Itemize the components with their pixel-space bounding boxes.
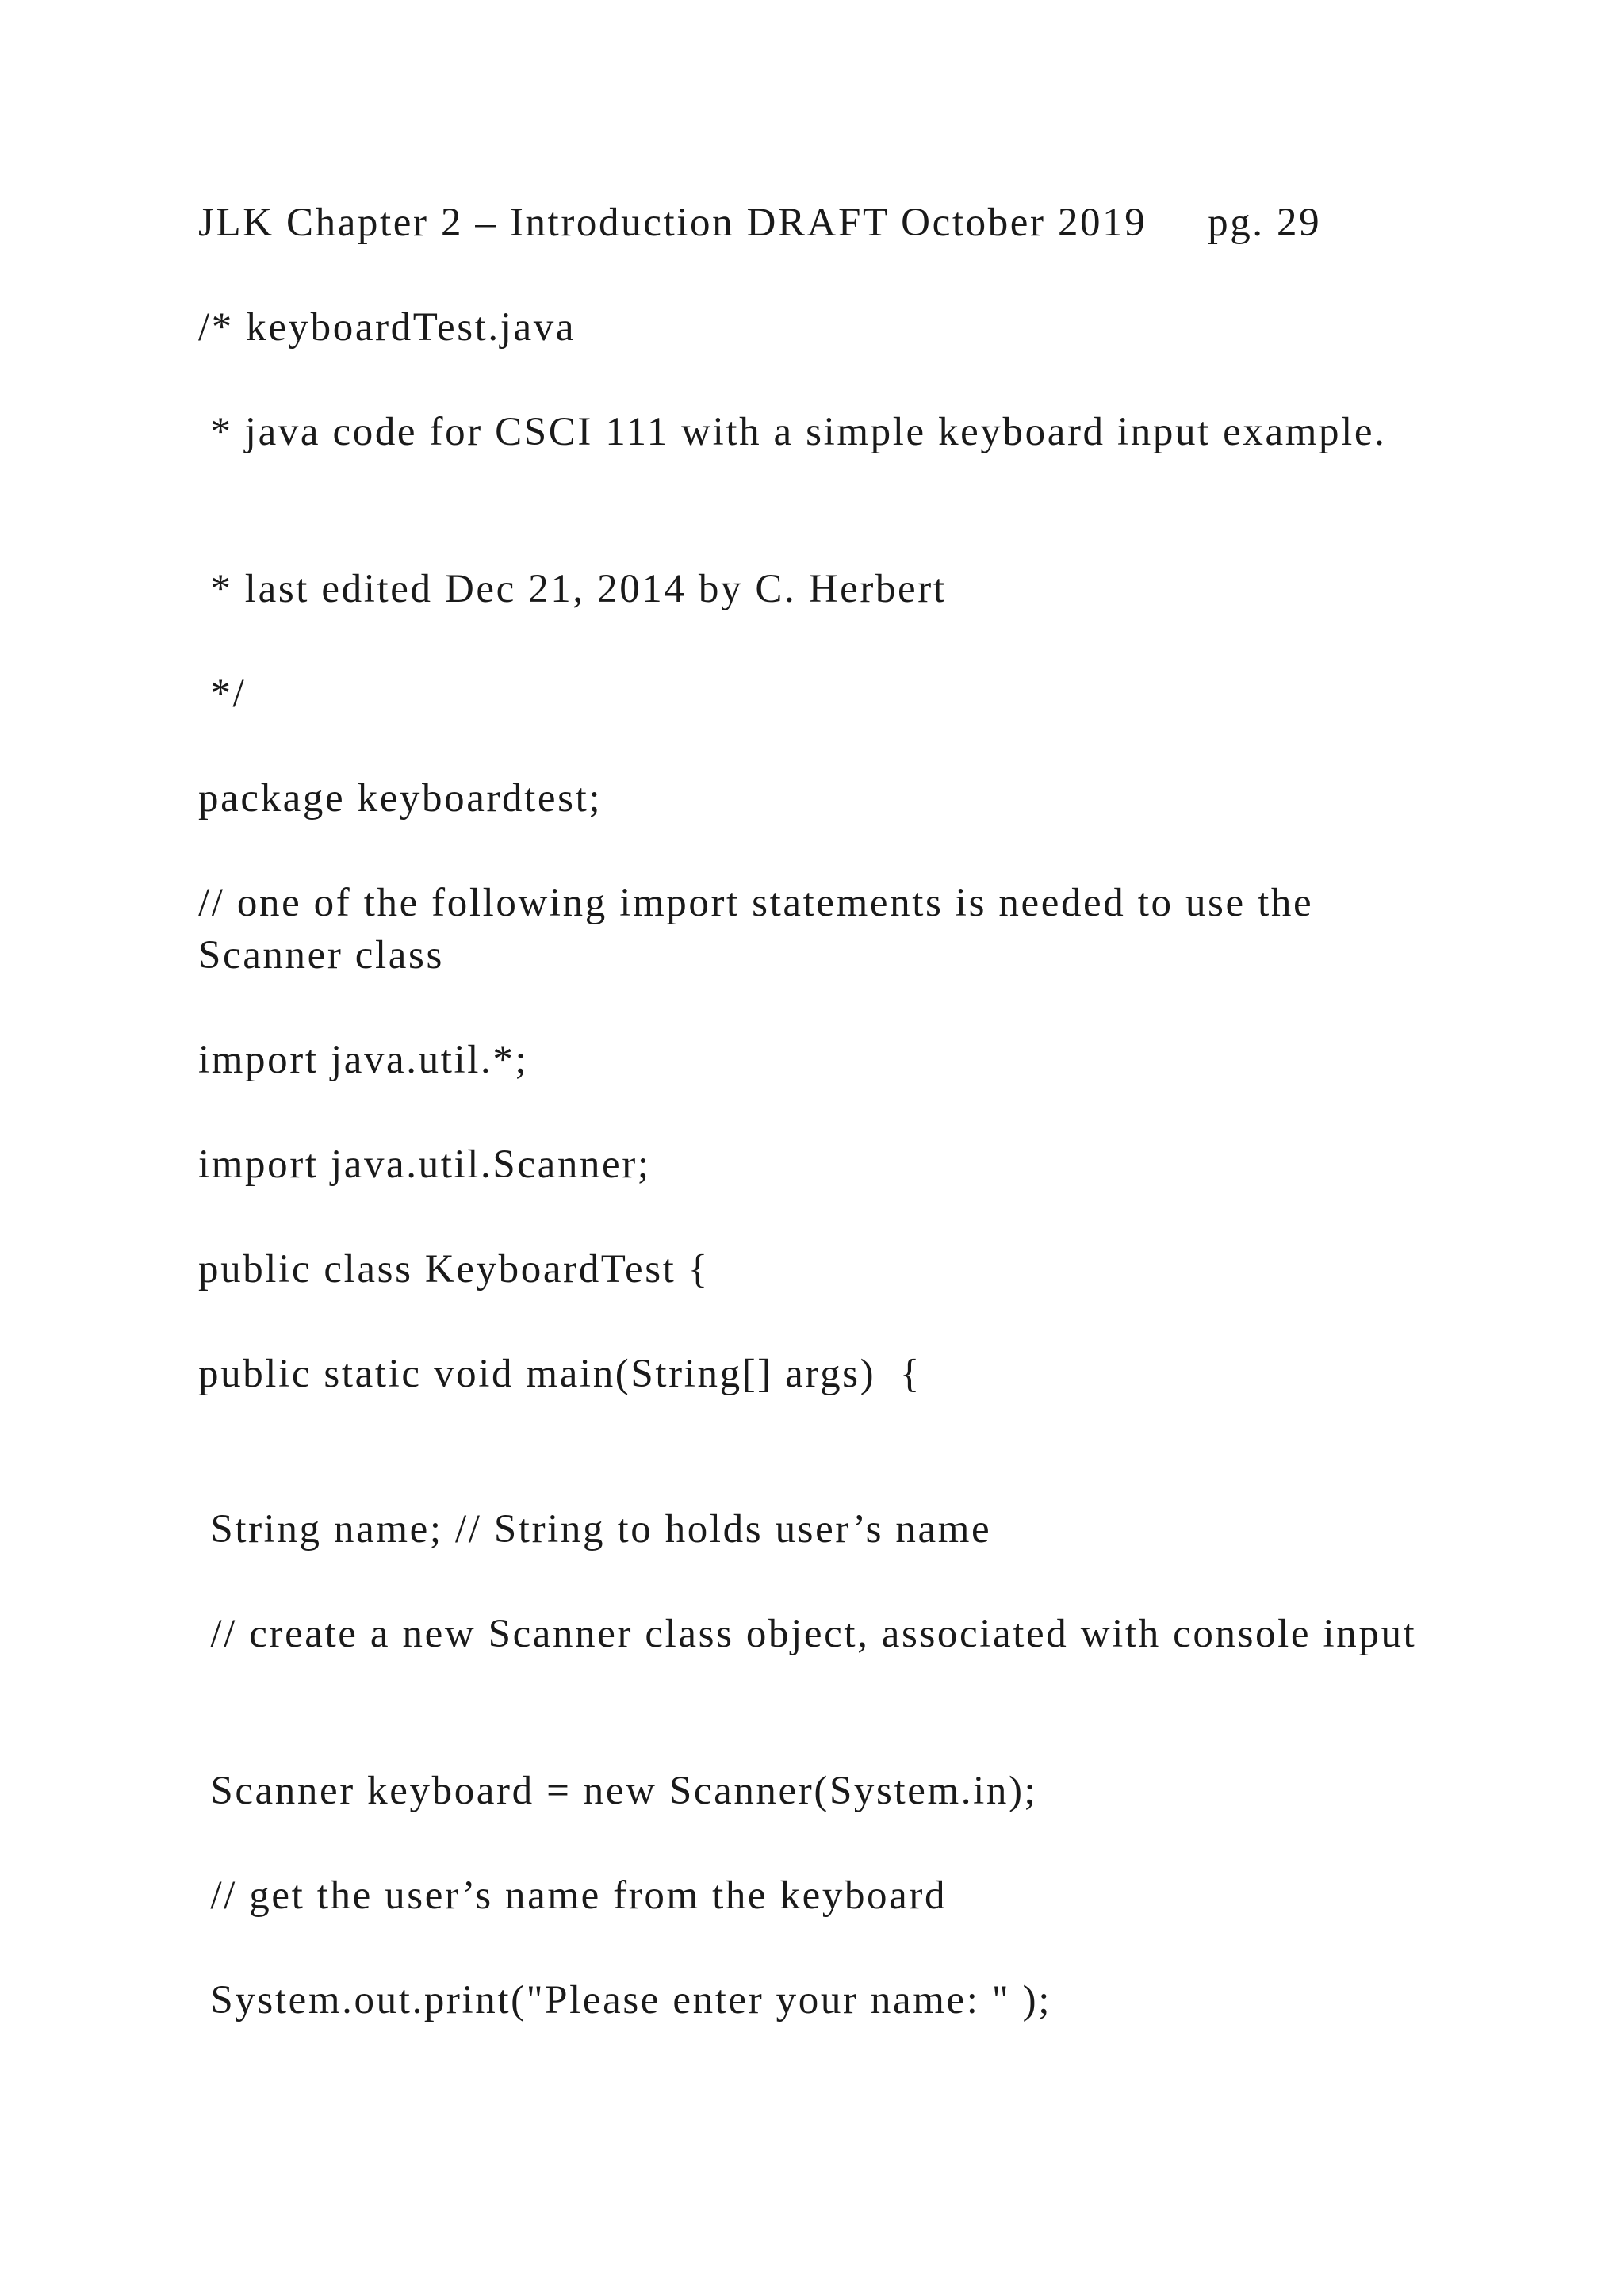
code-line-main-method: public static void main(String[] args) { <box>198 1352 921 1396</box>
code-line-class-declaration: public class KeyboardTest { <box>198 1247 710 1292</box>
code-line-import-wildcard: import java.util.*; <box>198 1038 529 1082</box>
code-line-scanner-comment: // create a new Scanner class object, associated with console input <box>198 1612 1417 1656</box>
code-line-input-comment: // get the user’s name from the keyboard <box>198 1873 948 1918</box>
code-line-scanner-creation: Scanner keyboard = new Scanner(System.in); <box>198 1769 1038 1813</box>
code-line-package: package keyboardtest; <box>198 776 603 821</box>
code-line-print-prompt: System.out.print("Please enter your name: " ); <box>198 1978 1051 2022</box>
code-line-comment-description: * java code for CSCI 111 with a simple keyboard input example. <box>198 410 1387 454</box>
code-line-comment-end: */ <box>198 672 247 716</box>
page-header: JLK Chapter 2 – Introduction DRAFT October 2019 pg. 29 <box>198 201 1322 245</box>
code-line-name-declaration: String name; // String to holds user’s name <box>198 1507 992 1552</box>
code-line-import-comment: // one of the following import statements is needed to use the Scanner class <box>198 881 1326 978</box>
code-line-comment-filename: /* keyboardTest.java <box>198 305 576 350</box>
code-line-comment-edited: * last edited Dec 21, 2014 by C. Herbert <box>198 567 947 611</box>
code-line-import-scanner: import java.util.Scanner; <box>198 1142 651 1187</box>
